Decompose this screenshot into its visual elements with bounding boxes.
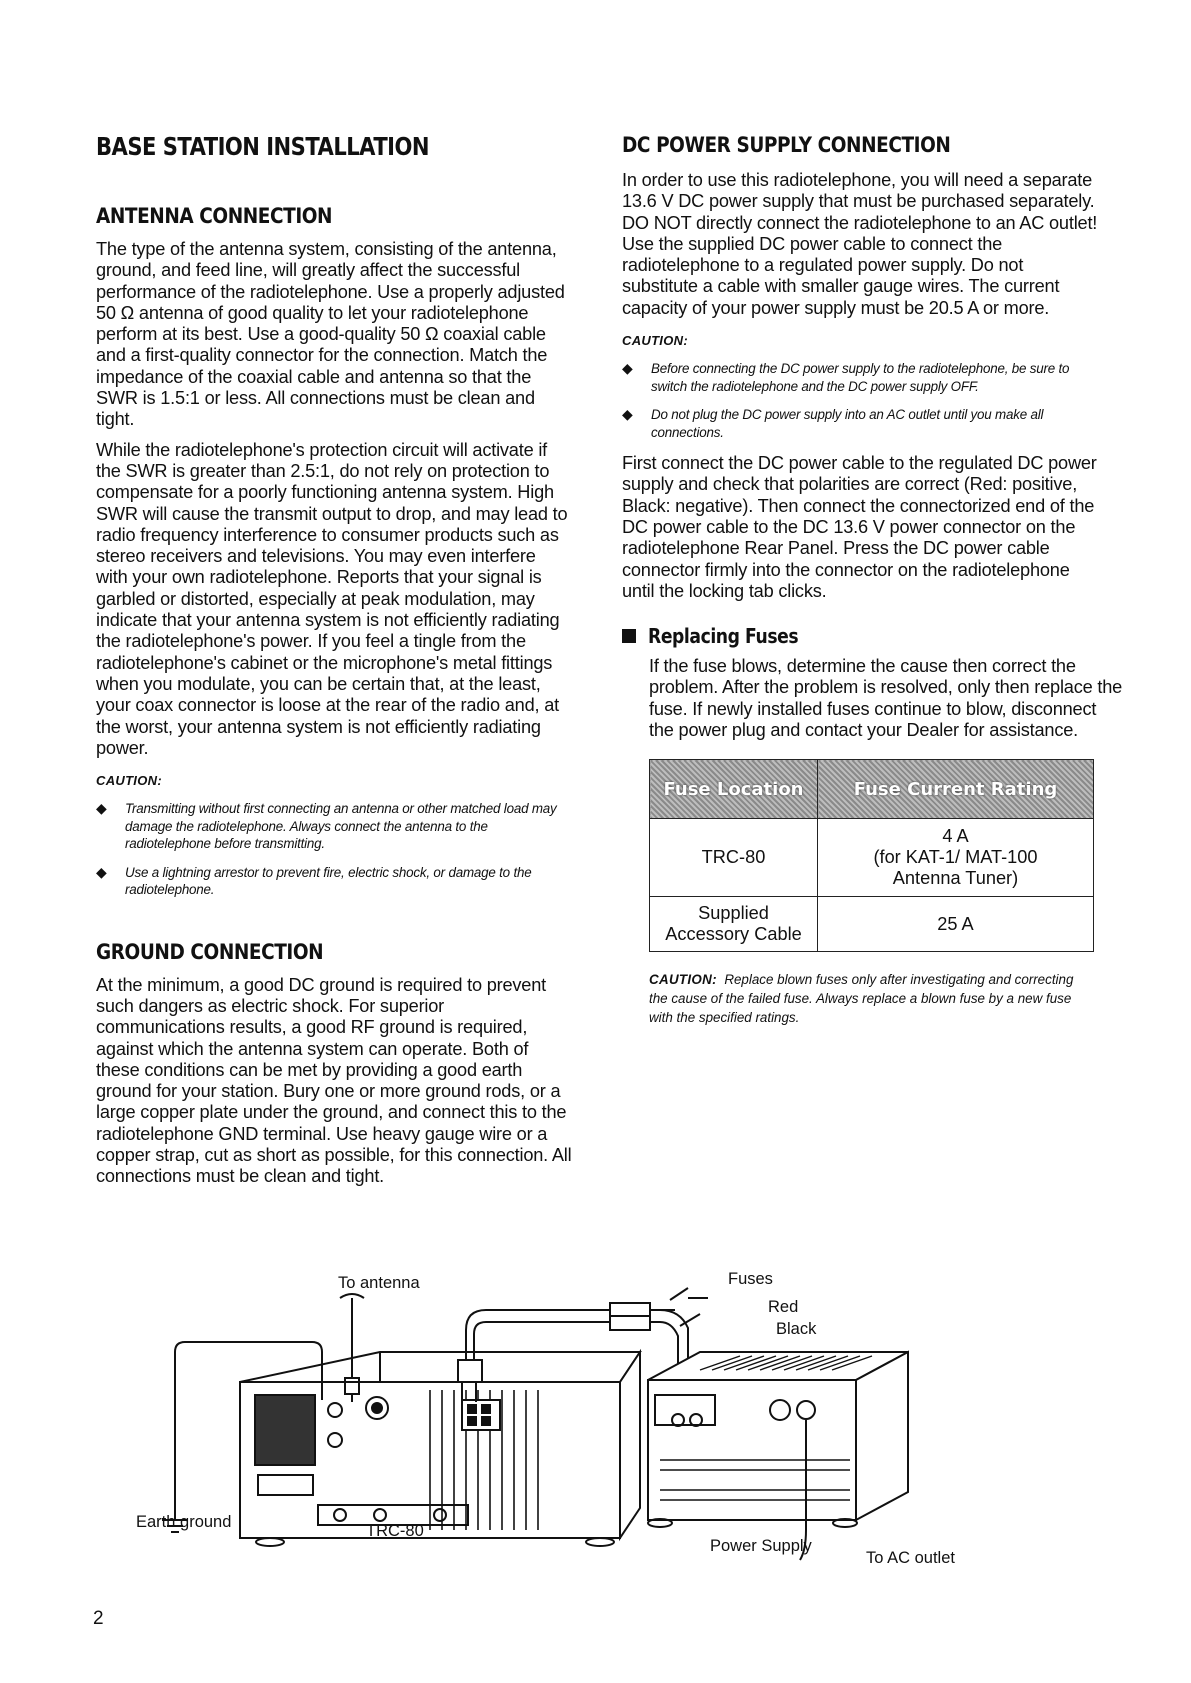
- fuses-heading: Replacing Fuses: [648, 624, 799, 649]
- dc-paragraph-1: In order to use this radiotelephone, you will need a separate 13.6 V DC power supply that must be purchased separately. DO NOT directly connect the radiotelephone to an AC outlet! Use the supplied DC power cable to connect the radiotelephone to a regulated power supply. Do not substitute a cable with smaller gauge wires. The current capacity of your power supply must be 20.5 A or more.: [622, 170, 1098, 318]
- antenna-caution-item: ◆ Use a lightning arrestor to prevent fire, electric shock, or damage to the radiotelephone.: [96, 863, 532, 898]
- power-supply-label: Power Supply: [710, 1537, 812, 1555]
- radio-illustration: [240, 1352, 640, 1546]
- fuse-rating-cell: 25 A: [818, 897, 1094, 952]
- power-supply-illustration: [648, 1352, 908, 1560]
- ground-paragraph: At the minimum, a good DC ground is required to prevent such dangers as electric shock. For superior communications results, a good RF ground is required, against which the antenna system can operate. Both of these conditions can be met by providing a good earth ground for your station. Bury one or more ground rods, or a large copper plate under the ground, and connect this to the radiotelephone GND terminal. Use heavy gauge wire or a copper strap, cut as short as possible, for this connection. All connections must be clean and tight.: [96, 974, 572, 1187]
- earth-ground-label: Earth ground: [136, 1513, 232, 1531]
- dc-paragraph-2: First connect the DC power cable to the regulated DC power supply and check that polarities are correct (Red: positive, Black: negative). Then connect the connectorized end of the DC power cable to the DC 13.6 V power connector on the radiotelephone Rear Panel. Press the DC power cable connector firmly into the connector on the radiotelephone until the locking tab clicks.: [622, 453, 1097, 601]
- fuse-rating-header: Fuse Current Rating: [818, 760, 1094, 819]
- diamond-bullet-icon: ◆: [622, 360, 633, 377]
- antenna-caution-label: CAUTION:: [96, 773, 162, 789]
- dc-caution-label: CAUTION:: [622, 333, 688, 349]
- dc-caution-item: ◆ Do not plug the DC power supply into an AC outlet until you make all connections.: [622, 406, 1044, 440]
- fuse-location-header: Fuse Location: [650, 760, 818, 819]
- diamond-bullet-icon: ◆: [622, 406, 633, 423]
- fuses-caution-label: CAUTION:: [649, 972, 717, 988]
- installation-diagram: [136, 1270, 1000, 1580]
- fuse-rating-cell: 4 A (for KAT-1/ MAT-100 Antenna Tuner): [818, 819, 1094, 897]
- fuses-paragraph: If the fuse blows, determine the cause then correct the problem. After the problem is resolved, only then replace the fuse. If newly installed fuses continue to blow, disconnect the power plug and contact your Dealer for assistance.: [649, 656, 1123, 741]
- fuses-label: Fuses: [728, 1270, 773, 1288]
- antenna-caution-list: [96, 800, 576, 899]
- to-antenna-label: To antenna: [338, 1274, 420, 1292]
- diamond-bullet-icon: ◆: [96, 863, 107, 880]
- table-row: [650, 819, 1094, 897]
- antenna-paragraph-2: While the radiotelephone's protection circuit will activate if the SWR is greater than 2.5:1, do not rely on protection to compensate for a poorly functioning antenna system. High SWR will cause the transmit output to drop, and may lead to radio frequency interference to consumer products such as stereo receivers and televisions. You may even interfere with your own radiotelephone. Reports that your signal is garbled or distorted, especially at peak modulation, may indicate that your antenna system is not efficiently radiating the radiotelephone's power. If you feel a tingle from the radiotelephone's cabinet or the microphone's metal fittings when you modulate, you can be certain that, at the least, your coax connector is loose at the rear of the radio and, at the worst, your antenna system is not efficiently radiating power.: [96, 439, 568, 758]
- fuses-heading-row: [622, 624, 1098, 648]
- table-row: [650, 897, 1094, 952]
- dc-caution-item: ◆ Before connecting the DC power supply to the radiotelephone, be sure to switch the radiotelephone and the DC power supply OFF.: [622, 360, 1070, 394]
- right-column: [622, 132, 1123, 1027]
- antenna-caution-item: ◆ Transmitting without first connecting an antenna or other matched load may damage the radiotelephone. Always connect the antenna to the radiotelephone before transmitting.: [96, 800, 557, 852]
- ground-heading: GROUND CONNECTION: [96, 939, 324, 965]
- installation-illustration: [140, 1270, 1000, 1580]
- fuses-caution: [649, 970, 1089, 1027]
- fuses-caution-text: Replace blown fuses only after investigating and correcting the cause of the failed fuse. Always replace a blown fuse by a new fuse with the specified ratings.: [649, 972, 1074, 1026]
- red-wire-label: Red: [768, 1298, 799, 1316]
- fuse-table: [649, 759, 1094, 952]
- to-ac-outlet-label: To AC outlet: [866, 1549, 955, 1567]
- fuse-location-cell: Supplied Accessory Cable: [650, 897, 818, 952]
- page-title: BASE STATION INSTALLATION: [96, 132, 430, 161]
- antenna-heading: ANTENNA CONNECTION: [96, 204, 333, 229]
- square-bullet-icon: [622, 629, 636, 643]
- table-header-row: [650, 760, 1094, 819]
- dc-heading: DC POWER SUPPLY CONNECTION: [622, 133, 951, 158]
- fuses-section: [649, 656, 1124, 1027]
- radio-label: TRC-80: [366, 1522, 424, 1540]
- left-column: [96, 132, 572, 1188]
- diamond-bullet-icon: ◆: [96, 800, 107, 817]
- black-wire-label: Black: [776, 1320, 817, 1338]
- antenna-paragraph-1: The type of the antenna system, consisting of the antenna, ground, and feed line, will greatly affect the successful performance of the radiotelephone. Use a properly adjusted 50 Ω antenna of good quality to let your radiotelephone perform at its best. Use a good-quality 50 Ω coaxial cable and a first-quality connector for the connection. Match the impedance of the coaxial cable and antenna so that the SWR is 1.5:1 or less. All connections must be clean and tight.: [96, 239, 565, 430]
- fuse-location-cell: TRC-80: [650, 819, 818, 897]
- page-number: 2: [93, 1608, 104, 1629]
- dc-caution-list: [622, 360, 1102, 441]
